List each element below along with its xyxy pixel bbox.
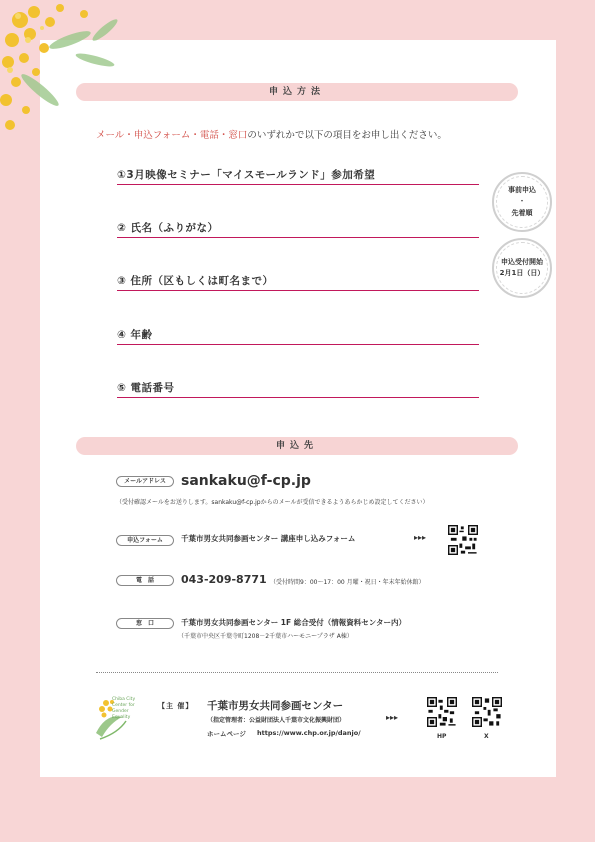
intro-highlight: メール・申込フォーム・電話・窓口 <box>96 130 248 141</box>
qr-icon <box>472 697 502 727</box>
form-arrow: ▸▸▸ <box>414 533 427 542</box>
badge-advance-line3: 先着順 <box>511 208 533 217</box>
badge-advance-line1: 事前申込 <box>508 186 536 195</box>
required-item-4: ④ 年齢 <box>117 327 479 345</box>
logo-text-2: Center for <box>112 702 135 708</box>
application-form-link[interactable]: 千葉市男女共同参画センター 講座申し込みフォーム <box>181 534 356 543</box>
footer-divider <box>96 672 498 673</box>
hp-qr-code[interactable] <box>427 697 457 727</box>
host-label: 【主 催】 <box>158 702 194 710</box>
phone-label: 電 話 <box>116 575 174 586</box>
section-header-apply-to: 申込先 <box>76 437 518 455</box>
form-qr-code[interactable] <box>448 525 478 555</box>
logo-text-3: Gender <box>112 708 129 714</box>
footer-arrow: ▸▸▸ <box>386 713 399 722</box>
page-card <box>40 40 556 777</box>
hp-qr-caption: HP <box>437 733 447 740</box>
logo-text-4: Equality <box>112 714 131 720</box>
badge-advance-line2: ・ <box>518 197 526 206</box>
x-qr-code[interactable] <box>472 697 502 727</box>
required-item-1: ①3月映像セミナー「マイスモールランド」参加希望 <box>117 167 479 185</box>
mail-note: （受付確認メールをお送りします。sankaku@f-cp.jpからのメールが受信できるようあらかじめ設定してください） <box>116 499 429 506</box>
homepage-label: ホームページ <box>207 730 246 738</box>
mail-address-link[interactable]: sankaku@f-cp.jp <box>181 473 311 489</box>
intro-text <box>96 127 447 141</box>
intro-rest: のいずれかで以下の項目をお申し出ください。 <box>247 130 447 141</box>
window-address: （千葉市中央区千葉寺町1208－2千葉市ハーモニープラザ A棟） <box>178 633 353 640</box>
window-label: 窓 口 <box>116 618 174 629</box>
organizer-name: 千葉市男女共同参画センター <box>207 700 344 712</box>
badge-application-start <box>492 238 552 298</box>
x-qr-caption: X <box>484 733 489 740</box>
center-logo <box>92 693 147 743</box>
homepage-url-link[interactable]: https://www.chp.or.jp/danjo/ <box>257 729 361 737</box>
required-item-2: ② 氏名（ふりがな） <box>117 220 479 238</box>
phone-note: （受付時間9：00～17：00 月曜・祝日・年末年始休館） <box>270 579 425 586</box>
logo-text-1: Chiba City <box>112 697 136 702</box>
required-item-5: ⑤ 電話番号 <box>117 380 479 398</box>
badge-start-line1: 申込受付開始 <box>501 257 543 266</box>
manager-note: （指定管理者：公益財団法人千葉市文化振興財団） <box>207 717 346 724</box>
badge-advance-first-come <box>492 172 552 232</box>
qr-icon <box>427 697 457 727</box>
qr-icon <box>448 525 478 555</box>
phone-number-link[interactable]: 043-209-8771 <box>181 573 267 586</box>
form-label: 申込フォーム <box>116 535 174 546</box>
section-header-apply-method: 申込方法 <box>76 83 518 101</box>
badge-start-line2: 2月1日（日） <box>499 269 545 277</box>
mail-label: メールアドレス <box>116 476 174 487</box>
window-location: 千葉市男女共同参画センター 1F 総合受付（情報資料センター内） <box>181 618 406 627</box>
required-item-3: ③ 住所（区もしくは町名まで） <box>117 273 479 291</box>
